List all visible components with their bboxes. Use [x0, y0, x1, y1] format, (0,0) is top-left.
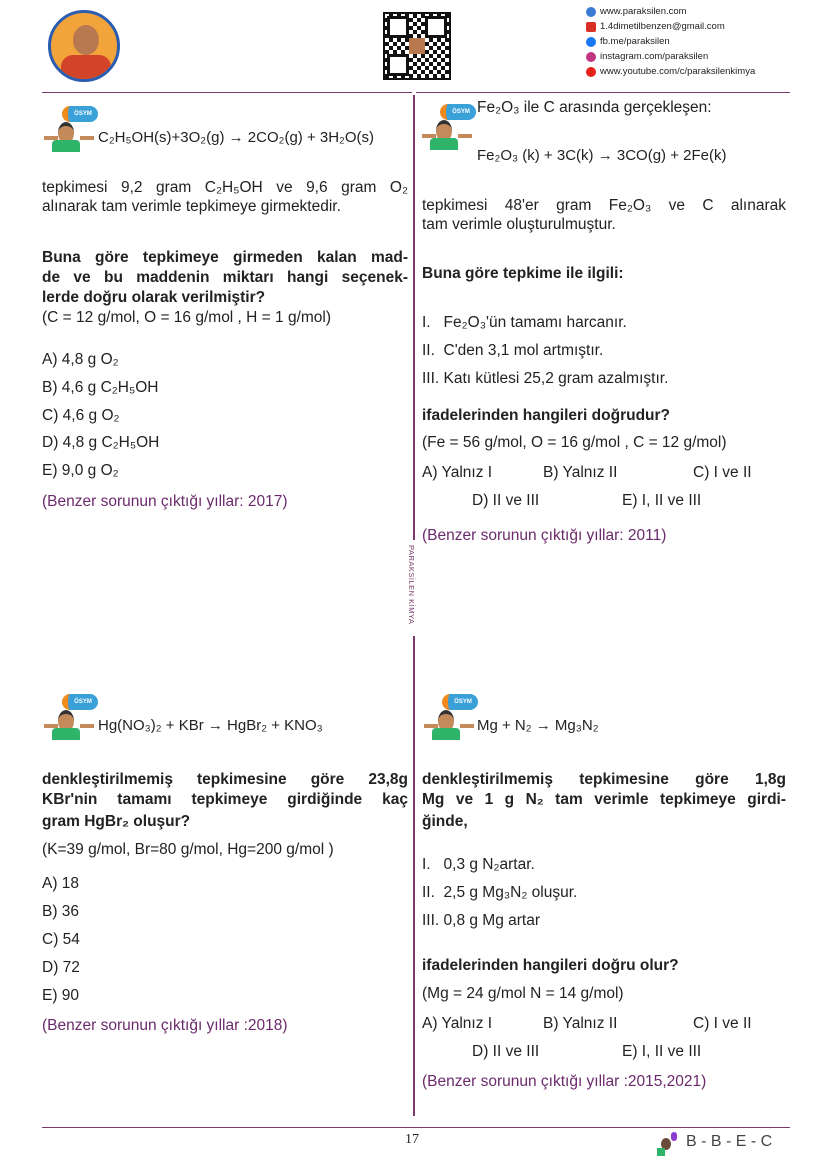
qr-code	[383, 12, 451, 80]
q3-years: (Benzer sorunun çıktığı yıllar :2018)	[42, 1017, 288, 1034]
column-divider	[413, 95, 415, 540]
q1-text: alınarak tam verimle tepkimeye girmektedir.	[42, 198, 341, 215]
q3-option-a[interactable]: A) 18	[42, 875, 80, 892]
q2-text: tam verimle oluşturulmuştur.	[422, 216, 616, 233]
q2-question: ifadelerinden hangileri doğrudur?	[422, 407, 671, 424]
q4-statement: III. 0,8 g Mg artar	[422, 912, 541, 929]
q2-statement: III. Katı kütlesi 25,2 gram azalmıştır.	[422, 370, 669, 387]
facebook-link[interactable]: fb.me/paraksilen	[586, 36, 670, 48]
q4-question: ğinde,	[422, 813, 468, 830]
q4-option-b[interactable]: B) Yalnız II	[543, 1015, 618, 1032]
q2-statement: II. C'den 3,1 mol artmıştır.	[422, 342, 604, 359]
q1-question: de ve bu maddenin miktarı hangi seçenek-	[42, 269, 408, 286]
q1-equation: C₂H₅OH(s)+3O₂(g) → 2CO₂(g) + 3H₂O(s)	[98, 129, 375, 146]
column-divider	[413, 636, 415, 1116]
osym-mascot-icon: ÖSYM	[422, 104, 474, 152]
q3-equation: Hg(NO₃)₂ + KBr → HgBr₂ + KNO₃	[98, 717, 323, 734]
instagram-icon	[586, 52, 596, 62]
q1-years: (Benzer sorunun çıktığı yıllar: 2017)	[42, 493, 288, 510]
q1-option-a[interactable]: A) 4,8 g O₂	[42, 351, 119, 368]
osym-mascot-icon: ÖSYM	[424, 694, 476, 742]
q4-option-a[interactable]: A) Yalnız I	[422, 1015, 493, 1032]
q1-question: lerde doğru olarak verilmiştir?	[42, 289, 266, 306]
q1-option-d[interactable]: D) 4,8 g C₂H₅OH	[42, 434, 160, 451]
q3-question: denkleştirilmemiş tepkimesine göre 23,8g	[42, 771, 408, 788]
q2-option-a[interactable]: A) Yalnız I	[422, 464, 493, 481]
q2-statement: I. Fe₂O₃'ün tamamı harcanır.	[422, 314, 627, 331]
page-number: 17	[405, 1132, 419, 1147]
header-rule	[416, 92, 790, 93]
q4-statement: I. 0,3 g N₂artar.	[422, 856, 535, 873]
q4-equation: Mg + N₂ → Mg₃N₂	[477, 717, 599, 734]
header-rule	[42, 92, 412, 93]
q3-question: KBr'nin tamamı tepkimeye girdiğinde kaç	[42, 791, 408, 808]
q3-option-e[interactable]: E) 90	[42, 987, 80, 1004]
author-avatar	[48, 10, 120, 82]
q2-option-c[interactable]: C) I ve II	[693, 464, 752, 481]
q4-option-d[interactable]: D) II ve III	[472, 1043, 540, 1060]
q4-question: Mg ve 1 g N₂ tam verimle tepkimeye girdi-	[422, 791, 786, 808]
q2-given: (Fe = 56 g/mol, O = 16 g/mol , C = 12 g/mol)	[422, 434, 727, 451]
q1-option-c[interactable]: C) 4,6 g O₂	[42, 407, 120, 424]
q4-option-e[interactable]: E) I, II ve III	[622, 1043, 702, 1060]
email-link[interactable]: 1.4dimetilbenzen@gmail.com	[586, 21, 725, 33]
q4-years: (Benzer sorunun çıktığı yıllar :2015,2021)	[422, 1073, 707, 1090]
osym-mascot-icon: ÖSYM	[44, 106, 96, 154]
q2-years: (Benzer sorunun çıktığı yıllar: 2011)	[422, 527, 667, 544]
q3-given: (K=39 g/mol, Br=80 g/mol, Hg=200 g/mol )	[42, 841, 334, 858]
facebook-icon	[586, 37, 596, 47]
side-label: PARAKSİLEN KİMYA	[407, 545, 416, 625]
q4-given: (Mg = 24 g/mol N = 14 g/mol)	[422, 985, 624, 1002]
q4-option-c[interactable]: C) I ve II	[693, 1015, 752, 1032]
q3-option-d[interactable]: D) 72	[42, 959, 80, 976]
gmail-icon	[586, 22, 596, 32]
thinking-mascot-icon	[657, 1134, 677, 1158]
website-link[interactable]: www.paraksilen.com	[586, 6, 687, 18]
q1-text: tepkimesi 9,2 gram C₂H₅OH ve 9,6 gram O₂	[42, 179, 408, 196]
q2-option-d[interactable]: D) II ve III	[472, 492, 540, 509]
q2-question: Buna göre tepkime ile ilgili:	[422, 265, 624, 282]
q3-option-b[interactable]: B) 36	[42, 903, 80, 920]
q2-intro: Fe₂O₃ ile C arasında gerçekleşen:	[477, 99, 712, 116]
q2-option-e[interactable]: E) I, II ve III	[622, 492, 702, 509]
q3-option-c[interactable]: C) 54	[42, 931, 80, 948]
answer-key: B - B - E - C	[686, 1133, 773, 1150]
osym-mascot-icon: ÖSYM	[44, 694, 96, 742]
q1-given: (C = 12 g/mol, O = 16 g/mol , H = 1 g/mol)	[42, 309, 332, 326]
q4-statement: II. 2,5 g Mg₃N₂ oluşur.	[422, 884, 578, 901]
q4-question: denkleştirilmemiş tepkimesine göre 1,8g	[422, 771, 786, 788]
q4-question: ifadelerinden hangileri doğru olur?	[422, 957, 679, 974]
footer-rule	[42, 1127, 790, 1128]
youtube-icon	[586, 67, 596, 77]
youtube-link[interactable]: www.youtube.com/c/paraksilenkimya	[586, 66, 755, 78]
q2-equation: Fe₂O₃ (k) + 3C(k) → 3CO(g) + 2Fe(k)	[477, 147, 727, 164]
q2-text: tepkimesi 48'er gram Fe₂O₃ ve C alınarak	[422, 197, 786, 214]
q1-question: Buna göre tepkimeye girmeden kalan mad-	[42, 249, 408, 266]
q1-option-e[interactable]: E) 9,0 g O₂	[42, 462, 119, 479]
globe-icon	[586, 7, 596, 17]
q2-option-b[interactable]: B) Yalnız II	[543, 464, 618, 481]
q3-question: gram HgBr₂ oluşur?	[42, 813, 191, 830]
q1-option-b[interactable]: B) 4,6 g C₂H₅OH	[42, 379, 159, 396]
instagram-link[interactable]: instagram.com/paraksilen	[586, 51, 708, 63]
